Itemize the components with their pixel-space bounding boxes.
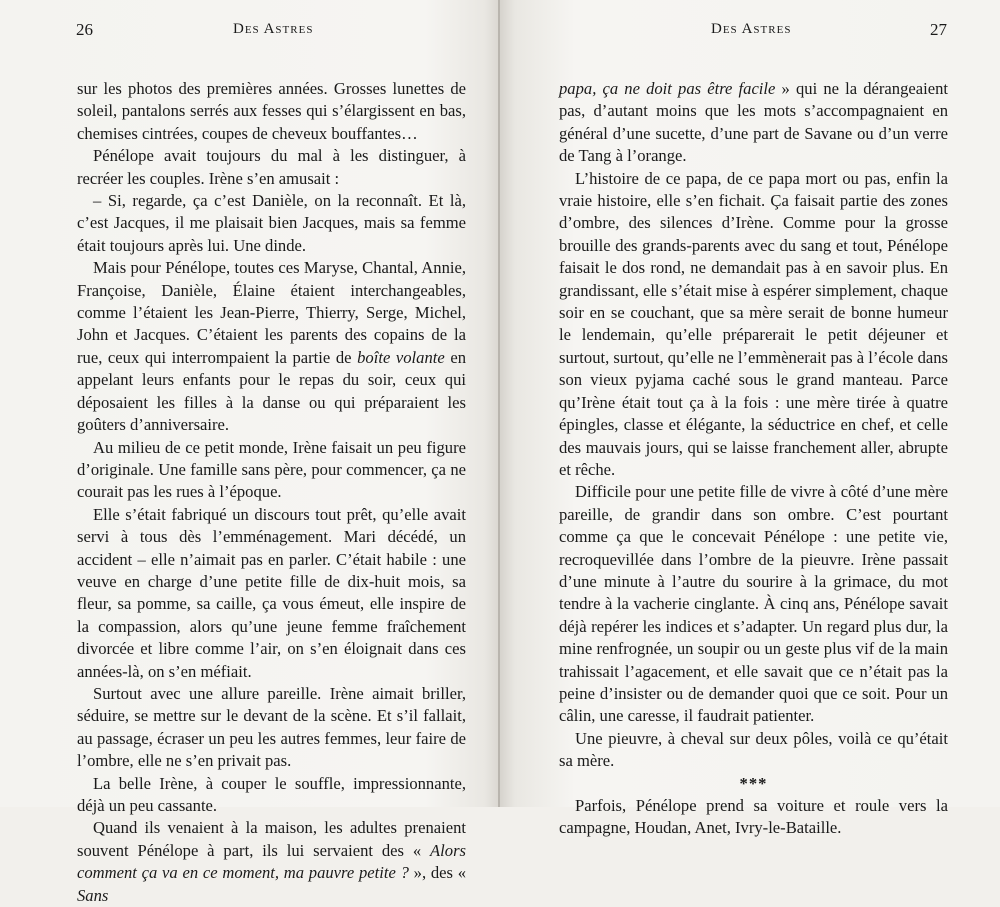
paragraph: Difficile pour une petite fille de vivre à côté d’une mère pareille, de grandir dans son ombre. C’est pourtant comme ça que le concevait Pénélope : une petite vie, recroquevillée dans l’ombre de la pieuvre. Irène passait d’une minute à l’autre du sourire à la grimace, du mot tendre à la vacherie cinglante. À cinq ans, Pénélope savait déjà repérer les indices et s’adapter. Un regard plus dur, la mine renfrognée, un soupir ou un geste plus vif de la main trahissait l’agacement, et elle savait que ce n’était pas la peine d’insister ou de demander quoi que ce soit. Pour un câlin, une caresse, il faudrait patienter. [559, 482, 948, 726]
section-break: *** [739, 773, 768, 793]
running-head: Des Astres [233, 21, 314, 37]
running-head: Des Astres [711, 21, 792, 37]
paragraph: Quand ils venaient à la maison, les adultes prenaient souvent Pénélope à part, ils lui servaient des « Alors comment ça va en ce moment, ma pauvre petite ? », des « Sans [77, 818, 466, 905]
paragraph: La belle Irène, à couper le souffle, impressionnante, déjà un peu cassante. [77, 773, 466, 815]
paragraph: Surtout avec une allure pareille. Irène aimait briller, séduire, se mettre sur le devant de la scène. Et s’il fallait, au passage, écraser un peu les autres femmes, leur faire de l’ombre, elle ne s’en privait pas. [77, 683, 466, 771]
dialog-paragraph: – Si, regarde, ça c’est Danièle, on la reconnaît. Et là, c’est Jacques, il me plaisait bien Jacques, mais sa femme était toujours après lui. Une dinde. [77, 191, 466, 255]
paragraph: Mais pour Pénélope, toutes ces Maryse, Chantal, Annie, Françoise, Danièle, Élaine étaient interchangeables, comme l’étaient les Jean-Pierre, Thierry, Serge, Michel, John et Jacques. C’étaient les parents des copains de la rue, ceux qui interrompaient la partie de boîte volante en appelant leurs enfants pour le repas du soir, ceux qui déposaient les filles à la danse ou qui préparaient les goûters d’anniversaire. [77, 258, 467, 435]
paragraph: Pénélope avait toujours du mal à les distinguer, à recréer les couples. Irène s’en amusait : [77, 146, 466, 188]
left-page [0, 0, 500, 905]
paragraph: sur les photos des premières années. Grosses lunettes de soleil, pantalons serrés aux fesses qui s’élargissent en bas, chemises cintrées, coupes de cheveux bouffantes… [77, 79, 466, 143]
page-number: 27 [930, 20, 947, 39]
paragraph: L’histoire de ce papa, de ce papa mort ou pas, enfin la vraie histoire, elle s’en fichait. Ça faisait partie des zones d’ombre, des silences d’Irène. Comme pour la grosse brouille des grands-parents avec du sang et tout, Pénélope faisait le dos rond, ne demandait pas à en savoir plus. En grandissant, elle s’était mise à espérer simplement, chaque soir en se couchant, que sa mère serait de bonne humeur le lendemain, qu’elle préparerait le petit déjeuner et surtout, surtout, qu’elle ne l’emmènerait pas à l’école dans son vieux pyjama caché sous le grand manteau. Parce qu’Irène était tout ça à la fois : une mère tirée à quatre épingles, classe et élégante, la séductrice en chef, et celle des mauvais jours, qui se laisse franchement aller, abrupte et rêche. [559, 168, 948, 479]
right-page [500, 0, 1000, 838]
paragraph: papa, ça ne doit pas être facile » qui ne la dérangeaient pas, d’autant moins que les mots s’accompagnaient en général d’une sucette, d’une part de Savane ou d’un verre de Tang à l’orange. [559, 79, 948, 166]
paragraph: Une pieuvre, à cheval sur deux pôles, voilà ce qu’était sa mère. [559, 728, 948, 771]
page-number: 26 [76, 20, 93, 39]
paragraph: Parfois, Pénélope prend sa voiture et roule vers la campagne, Houdan, Anet, Ivry-le-Bataille. [559, 796, 948, 838]
page-body [77, 78, 466, 907]
page-body [559, 78, 948, 840]
paragraph: Au milieu de ce petit monde, Irène faisait un peu figure d’originale. Une famille sans père, pour commencer, ça ne courait pas les rues à l’époque. [77, 437, 466, 502]
paragraph: Elle s’était fabriqué un discours tout prêt, qu’elle avait servi à tous dès l’emménagement. Mari décédé, un accident – elle n’aimait pas en parler. C’était habile : une veuve en charge d’une petite fille de dix-huit mois, sa fleur, sa pomme, sa caille, ça vous émeut, elle inspire de la compassion, alors qu’une jeune femme fraîchement divorcée et libre comme l’air, on s’en éloignait dans ces années-là, on s’en méfiait. [77, 504, 466, 681]
